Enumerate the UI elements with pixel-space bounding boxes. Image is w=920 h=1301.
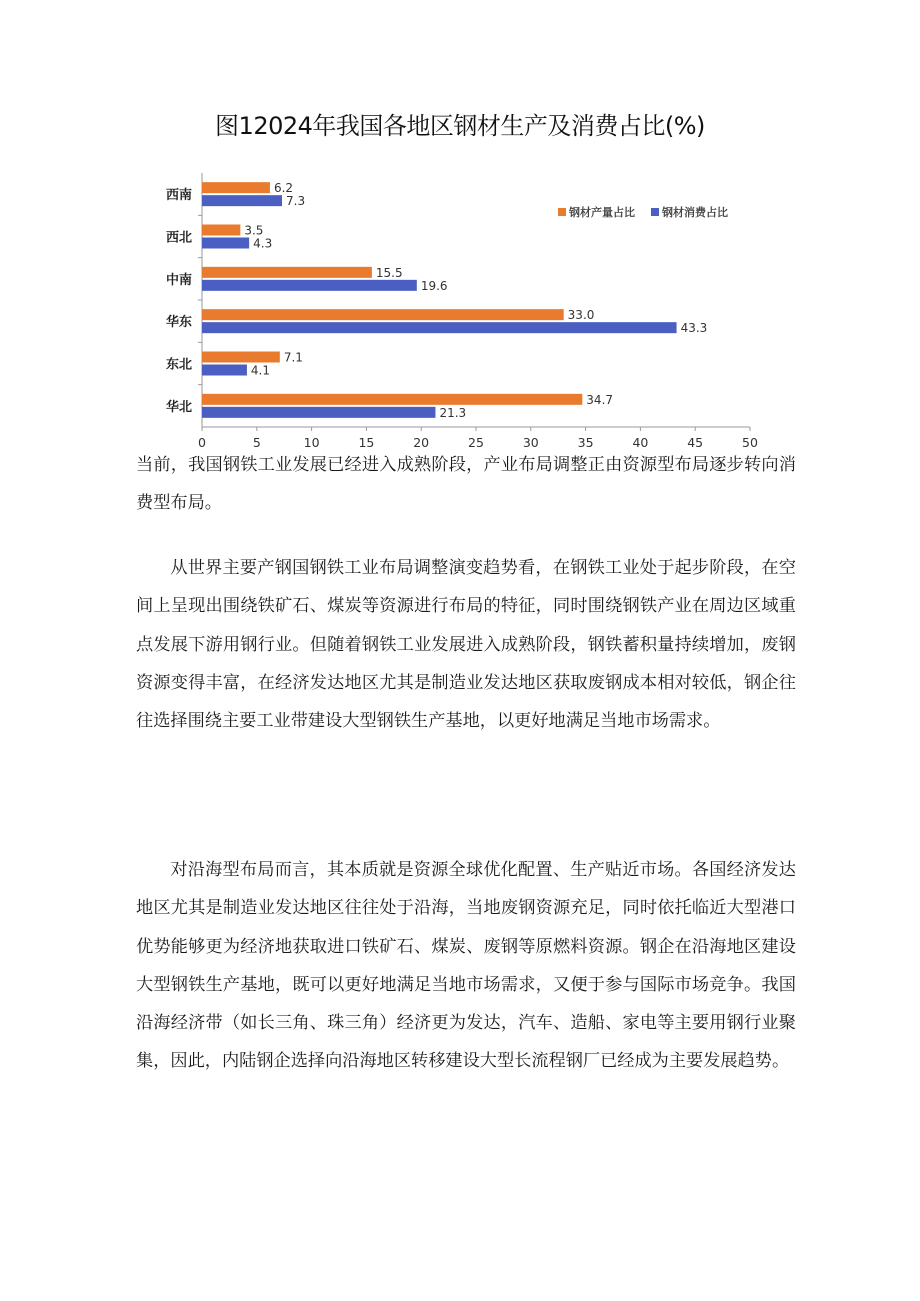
category-label-2: 中南 [165, 272, 192, 288]
legend-label-1: 钢材消费占比 [662, 206, 728, 219]
category-label-0: 西南 [165, 188, 192, 204]
bar-1-0 [202, 195, 282, 206]
bar-0-2 [202, 267, 372, 278]
paragraph-intro: 当前，我国钢铁工业发展已经进入成熟阶段，产业布局调整正由资源型布局逐步转向消费型布局。 [136, 455, 796, 514]
x-tick-label-0: 0 [198, 435, 206, 450]
category-label-1: 西北 [165, 230, 192, 246]
x-tick-label-1: 5 [252, 435, 261, 450]
x-tick-label-4: 20 [413, 435, 430, 450]
bar-0-0 [202, 182, 270, 193]
x-tick-label-10: 50 [742, 435, 758, 450]
category-label-5: 华北 [165, 399, 192, 415]
bar-0-5 [202, 394, 582, 405]
legend-label-0: 钢材产量占比 [569, 206, 635, 219]
value-label-0-2: 15.5 [375, 265, 403, 280]
category-label-3: 华东 [165, 315, 192, 331]
value-label-1-4: 4.1 [250, 363, 271, 378]
value-label-0-4: 7.1 [283, 350, 303, 365]
bar-0-3 [202, 309, 564, 320]
x-tick-label-6: 30 [522, 435, 539, 450]
figure-title: 图12024年我国各地区钢材生产及消费占比(%) [215, 112, 705, 140]
x-tick-label-7: 35 [577, 435, 594, 450]
legend-swatch-0 [558, 208, 566, 216]
value-label-1-3: 43.3 [680, 321, 708, 336]
bar-0-4 [202, 352, 280, 363]
bar-1-4 [202, 365, 247, 376]
category-label-4: 东北 [165, 357, 192, 373]
x-tick-label-9: 45 [687, 435, 704, 450]
bar-1-2 [202, 280, 417, 291]
bar-chart [150, 165, 770, 465]
value-label-1-1: 4.3 [253, 236, 273, 251]
bar-0-1 [202, 225, 240, 236]
x-tick-label-8: 40 [632, 435, 649, 450]
x-tick-label-5: 25 [468, 435, 484, 450]
value-label-0-3: 33.0 [567, 308, 595, 323]
value-label-1-0: 7.3 [286, 194, 306, 209]
x-tick-label-2: 10 [303, 435, 320, 450]
value-label-1-2: 19.6 [420, 278, 448, 293]
value-label-1-5: 21.3 [439, 405, 467, 420]
paragraph-world-trend: 从世界主要产钢国钢铁工业布局调整演变趋势看，在钢铁工业处于起步阶段，在空间上呈现出围绕铁矿石、煤炭等资源进行布局的特征，同时围绕钢铁产业在周边区域重点发展下游用钢行业。但随着钢铁工业发展进入成熟阶段，钢铁蓄积量持续增加，废钢资源变得丰富，在经济发达地区尤其是制造业发达地区获取废钢成本相对较低，钢企往往选择围绕主要工业带建设大型钢铁生产基地，以更好地满足当地市场需求。 [136, 558, 796, 732]
bar-1-1 [202, 238, 249, 249]
value-label-0-5: 34.7 [586, 392, 614, 407]
value-label-0-0: 6.2 [273, 181, 294, 196]
bar-1-3 [202, 322, 677, 333]
value-label-0-1: 3.5 [244, 223, 264, 238]
x-tick-label-3: 15 [358, 435, 375, 450]
paragraph-coastal-layout: 对沿海型布局而言，其本质就是资源全球优化配置、生产贴近市场。各国经济发达地区尤其是制造业发达地区往往处于沿海，当地废钢资源充足，同时依托临近大型港口优势能够更为经济地获取进口铁矿石、煤炭、废钢等原燃料资源。钢企在沿海地区建设大型钢铁生产基地，既可以更好地满足当地市场需求，又便于参与国际市场竞争。我国沿海经济带（如长三角、珠三角）经济更为发达，汽车、造船、家电等主要用钢行业聚集，因此，内陆钢企选择向沿海地区转移建设大型长流程钢厂已经成为主要发展趋势。 [136, 860, 796, 1072]
legend-swatch-1 [651, 208, 659, 216]
bar-1-5 [202, 407, 435, 418]
